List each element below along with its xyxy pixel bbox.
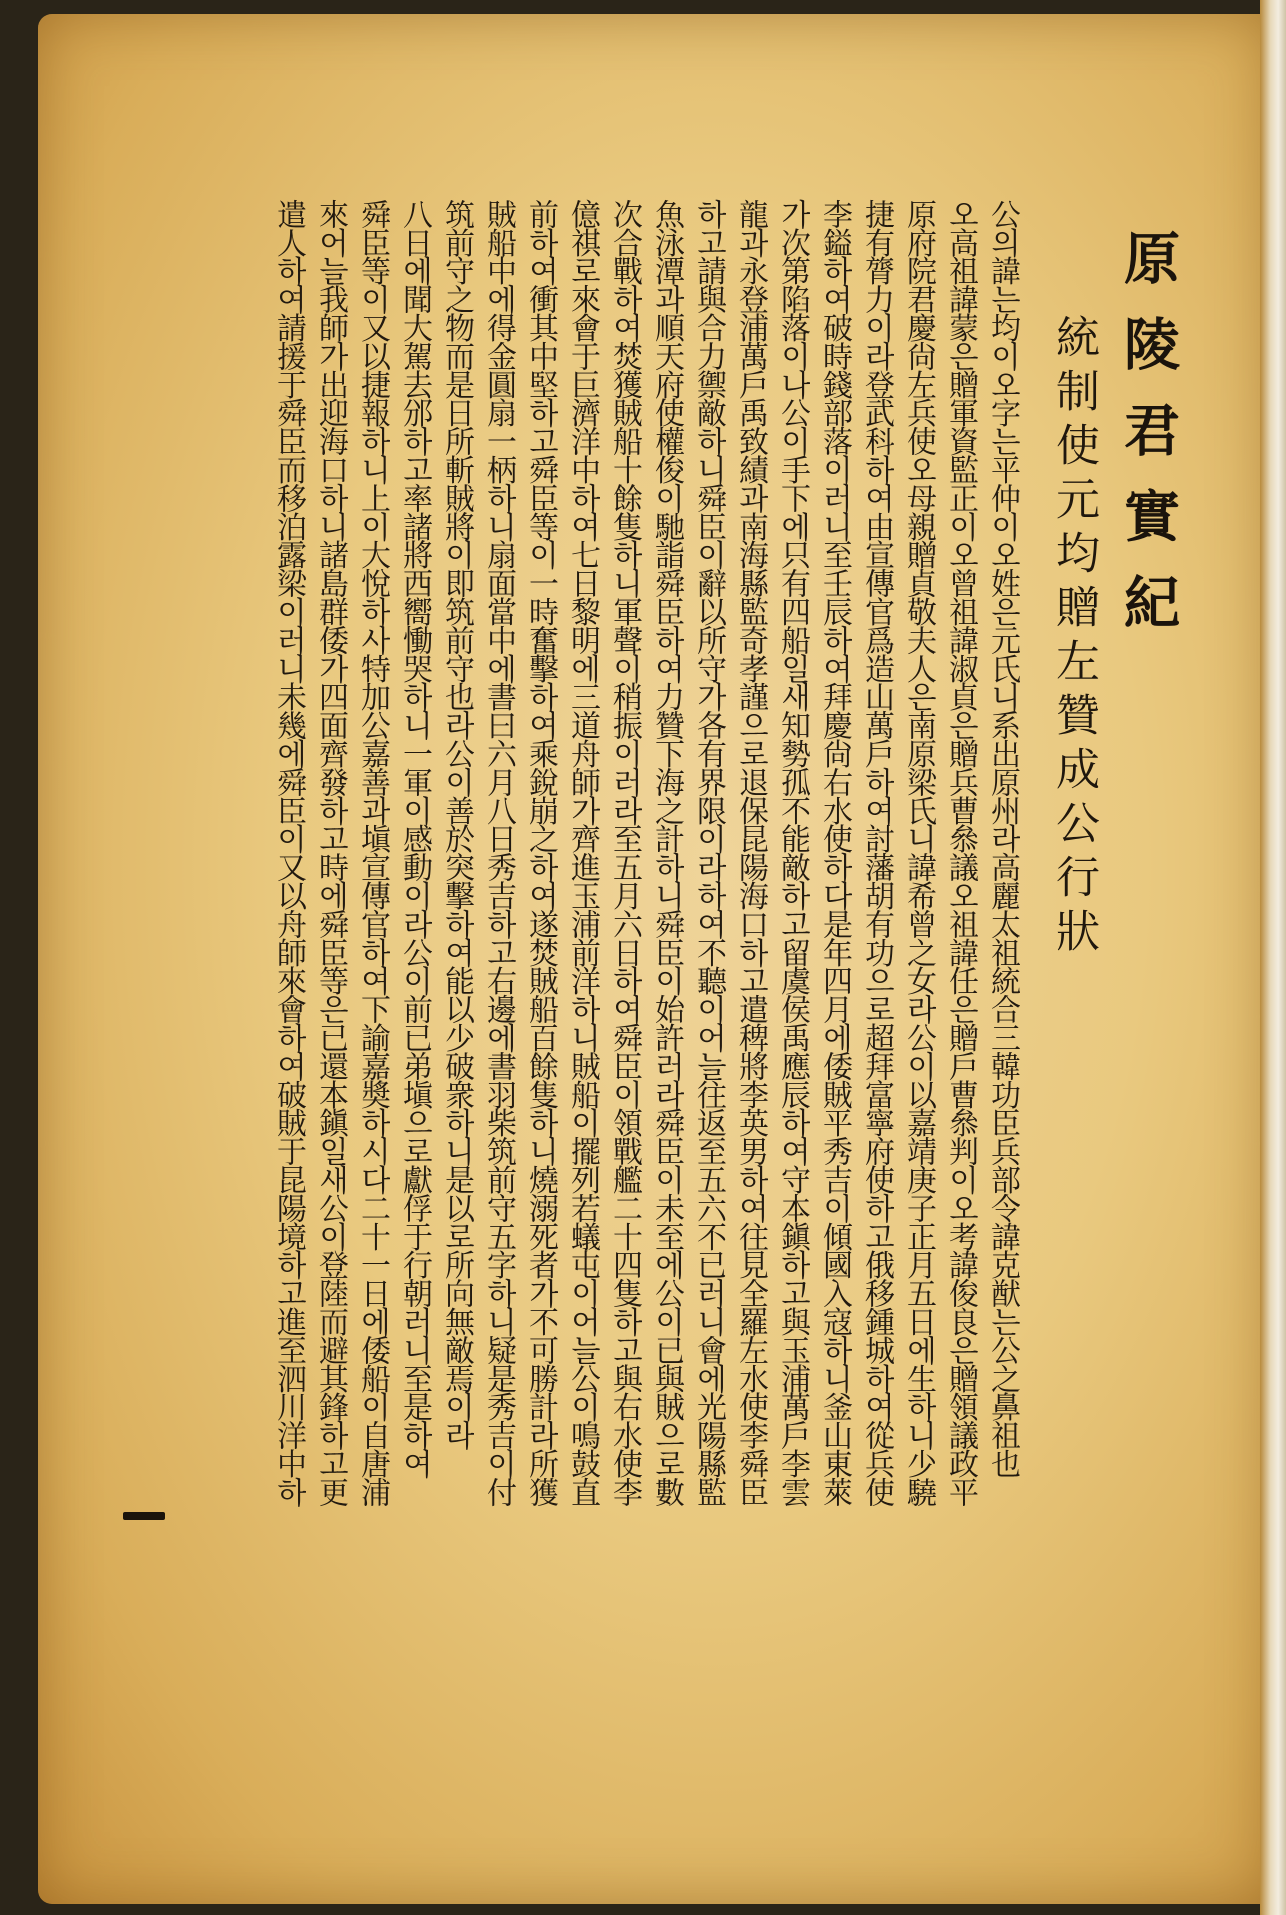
page-title: 原陵君實紀: [1115, 229, 1181, 659]
text-column: 八日에聞大駕去邠하고率諸將西嚮慟哭하니一軍이感動이라公이前已弟塡으로獻俘于行朝러니至是하여: [397, 199, 432, 1478]
text-column: 舜臣等이又以捷報하니上이大悅하사特加公嘉善과塡宣傳官하여下諭嘉奬하시다二十一日에倭船이自唐浦: [355, 199, 390, 1506]
text-column: 遣人하여請援于舜臣而移泊露梁이러니未幾에舜臣이又以舟師來會하여破賊于昆陽境하고進至泗川洋中하: [271, 199, 306, 1506]
text-column: 次合戰하여焚獲賊船十餘隻하니軍聲이稍振이러라至五月六日하여舜臣이領戰艦二十四隻하고與右水使李: [607, 199, 642, 1506]
text-column: 오高祖諱蒙은贈軍資監正이오曾祖諱淑貞은贈兵曹叅議오祖諱任은贈戶曹叅判이오考諱俊良은贈領議政平: [943, 199, 978, 1506]
book-spine: [1260, 0, 1286, 1915]
text-column: 龍과永登浦萬戶禹致績과南海縣監奇孝謹으로退保昆陽海口하고遣稗將李英男하여往見全羅左水使李舜臣: [733, 199, 768, 1506]
text-column: 公의諱는均이오字는平仲이오姓은元氏니系出原州라高麗太祖統合三韓功臣兵部令諱克猷는公之鼻祖也: [985, 199, 1020, 1478]
page-subtitle: 統制使元均贈左贊成公行狀: [1048, 314, 1099, 962]
page-number: [123, 1512, 165, 1520]
text-column: 賊船中에得金圓扇一柄하니扇面當中에書曰六月八日秀吉하고右邊에書羽柴筑前守五字하니疑是秀吉이付: [481, 199, 516, 1506]
book-page: [38, 14, 1270, 1904]
body-text: [270, 199, 1020, 1839]
text-column: 筑前守之物而是日所斬賊將이即筑前守也라公이善於突擊하여能以少破衆하니是以로所向無敵焉이라: [439, 199, 474, 1449]
text-column: 가次第陷落이나公이手下에只有四船일새知勢孤不能敵하고留虞侯禹應辰하여守本鎭하고與玉浦萬戶李雲: [775, 199, 810, 1506]
text-column: 來어늘我師가出迎海口하니諸島群倭가四面齊發하고時에舜臣等은已還本鎭일새公이登陸而避其鋒하고更: [313, 199, 348, 1506]
text-column: 億祺로來會于巨濟洋中하여七日黎明에三道舟師가齊進玉浦前洋하니賊船이擺列若蟻屯이어늘公이鳴鼓直: [565, 199, 600, 1506]
text-column: 李鎰하여破時錢部落이러니至壬辰하여拜慶尙右水使하다是年四月에倭賊平秀吉이傾國入寇하니釜山東萊: [817, 199, 852, 1506]
text-column: 原府院君慶尙左兵使오母親贈貞敬夫人은南原梁氏니諱希曾之女라公이以嘉靖庚子正月五日에生하니少驍: [901, 199, 936, 1506]
text-column: 捷有膂力이라登武科하여由宣傳官爲造山萬戶하여討藩胡有功으로超拜富寧府使하고俄移鍾城하여從兵使: [859, 199, 894, 1506]
text-column: 魚泳潭과順天府使權俊이馳詣舜臣하여力贊下海之計하니舜臣이始許러라舜臣이未至에公이已與賊으로數: [649, 199, 684, 1506]
text-column: 前하여衝其中堅하고舜臣等이一時奮擊하여乘銳崩之하여遂焚賊船百餘隻하니燒溺死者가不可勝計라所獲: [523, 199, 558, 1506]
text-column: 하고請與合力禦敵하니舜臣이辭以所守가各有界限이라하여不聽이어늘往返至五六不已러니會에光陽縣監: [691, 199, 726, 1506]
